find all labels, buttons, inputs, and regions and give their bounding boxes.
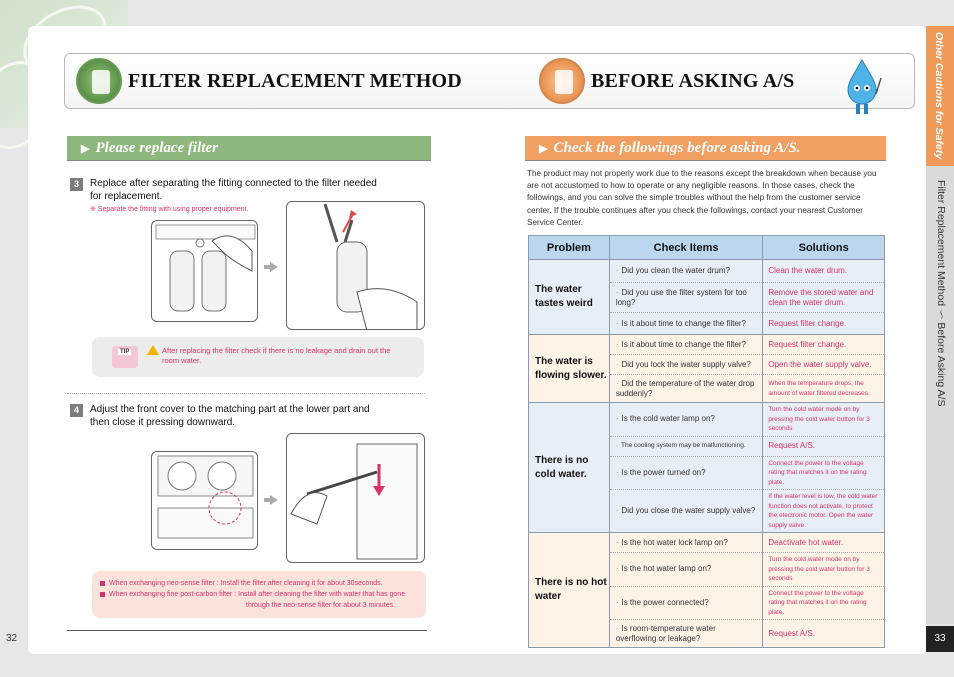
step-3-number: 3 [70, 178, 83, 191]
solution-cell: Connect the power to the voltage rating that matches it on the rating plate. [763, 456, 885, 490]
water-drop-mascot-icon [842, 58, 882, 116]
page-number-left: 32 [6, 633, 18, 644]
tip-text: After replacing the filter check if there is no leakage and drain out the room water. [162, 346, 391, 365]
front-cover-illustration [151, 451, 258, 550]
tip-icon: TIP [112, 346, 138, 368]
solution-cell: Request filter change. [763, 313, 885, 335]
triangle-right-icon: ▶ [81, 143, 90, 155]
check-cell: · Is it about time to change the filter? [609, 335, 763, 355]
check-cell: · Is room-temperature water overflowing or leakage? [609, 620, 763, 648]
left-section-header [67, 136, 431, 160]
solution-cell: Deactivate hot water. [763, 533, 885, 553]
left-section-underline [67, 160, 431, 161]
step-3-note: ※ Separate the fitting with using proper equipment. [90, 206, 249, 213]
check-cell: · Is the cold water lamp on? [609, 403, 763, 437]
check-cell: · Did you clean the water drum? [609, 260, 763, 283]
note-line-1: When exchanging neo-sense filter : Install the filter after cleaning it for about 30seconds. [100, 579, 383, 589]
table-row [529, 335, 885, 355]
table-row [529, 403, 885, 437]
table-row [529, 260, 885, 283]
table-row [529, 533, 885, 553]
side-tab-orange-label: Other Cautions for Safety [933, 32, 945, 160]
check-cell: · Is the power turned on? [609, 456, 763, 490]
right-section-underline [525, 160, 886, 161]
step-divider [67, 393, 425, 394]
note-line-2: When exchanging fine post-carbon filter : Install after cleaning the filter with water that has gone [100, 590, 405, 600]
right-page-title: BEFORE ASKING A/S [591, 70, 795, 92]
problem-cell: There is no hot water [529, 533, 610, 648]
page-number-right: 33 [926, 626, 954, 652]
warning-icon [147, 345, 159, 355]
check-cell: · The cooling system may be malfunctioning. [609, 436, 763, 456]
solution-cell: Request filter change. [763, 335, 885, 355]
right-section-header [525, 136, 886, 160]
troubleshooting-table [528, 235, 885, 648]
left-page-title: FILTER REPLACEMENT METHOD [128, 70, 462, 92]
right-arrow-icon [270, 262, 278, 272]
step-3-text: Replace after separating the fitting connected to the filter needed for replacement. [90, 178, 377, 202]
step-4-number: 4 [70, 404, 83, 417]
left-bottom-rule [67, 630, 427, 631]
check-cell: · Did the temperature of the water drop suddenly? [609, 375, 763, 403]
check-cell: · Did you close the water supply valve? [609, 490, 763, 533]
problem-cell: The water tastes weird [529, 260, 610, 335]
solution-cell: If the water level is low, the cold water function does not activate, to protect the electronic motor. Open the water supply valve. [763, 490, 885, 533]
check-cell: · Is the hot water lamp on? [609, 553, 763, 587]
solution-cell: When the temperature drops, the amount of water filtered decreases. [763, 375, 885, 403]
problem-cell: The water is flowing slower. [529, 335, 610, 403]
phone-icon [539, 58, 585, 104]
table-header-row [529, 236, 885, 260]
intro-paragraph: The product may not properly work due to the reasons except the breakdown when because you are not accustomed to how to operate or any negligible reasons. In those cases, check the followings, and you can solve the simple troubles without the help from the customer service center. If the trouble continues after you check the followings, contact your nearest Customer Service Center. [527, 169, 877, 227]
solution-cell: Request A/S. [763, 620, 885, 648]
cover-closing-illustration [286, 433, 425, 563]
side-tab-gray-label: Filter Replacement Method ～ Before Asking A/S [935, 180, 947, 407]
header-check-items: Check Items [609, 236, 763, 260]
side-tab-current-section[interactable] [926, 166, 954, 624]
right-section-label: Check the followings before asking A/S. [553, 140, 801, 156]
filter-removal-illustration [151, 220, 258, 322]
check-cell: · Is the hot water lock lamp on? [609, 533, 763, 553]
solution-cell: Open the water supply valve. [763, 355, 885, 375]
check-cell: · Did you use the filter system for too long? [609, 283, 763, 313]
left-section-label: Please replace filter [95, 140, 218, 156]
solution-cell: Turn the cold water mode on by pressing the cold water button for 3 seconds [763, 553, 885, 587]
triangle-right-icon: ▶ [539, 143, 548, 155]
right-arrow-icon-2 [270, 495, 278, 505]
solution-cell: Connect the power to the voltage rating that matches it on the rating plate. [763, 586, 885, 620]
check-cell: · Did you lock the water supply valve? [609, 355, 763, 375]
side-tab-other-cautions[interactable] [926, 26, 954, 166]
solution-cell: Request A/S. [763, 436, 885, 456]
note-line-3: through the neo-sense filter for about 3 minutes. [246, 602, 396, 609]
solution-cell: Turn the cold water mode on by pressing the cold water button for 3 seconds [763, 403, 885, 437]
check-cell: · Is it about time to change the filter? [609, 313, 763, 335]
header-problem: Problem [529, 236, 610, 260]
solution-cell: Remove the stored water and clean the water drum. [763, 283, 885, 313]
fitting-separation-illustration [286, 201, 425, 330]
recycle-filter-icon [76, 58, 122, 104]
solution-cell: Clean the water drum. [763, 260, 885, 283]
check-cell: · Is the power connected? [609, 586, 763, 620]
problem-cell: There is no cold water. [529, 403, 610, 533]
step-4-text: Adjust the front cover to the matching part at the lower part and then close it pressing downward. [90, 404, 370, 428]
header-solutions: Solutions [763, 236, 885, 260]
